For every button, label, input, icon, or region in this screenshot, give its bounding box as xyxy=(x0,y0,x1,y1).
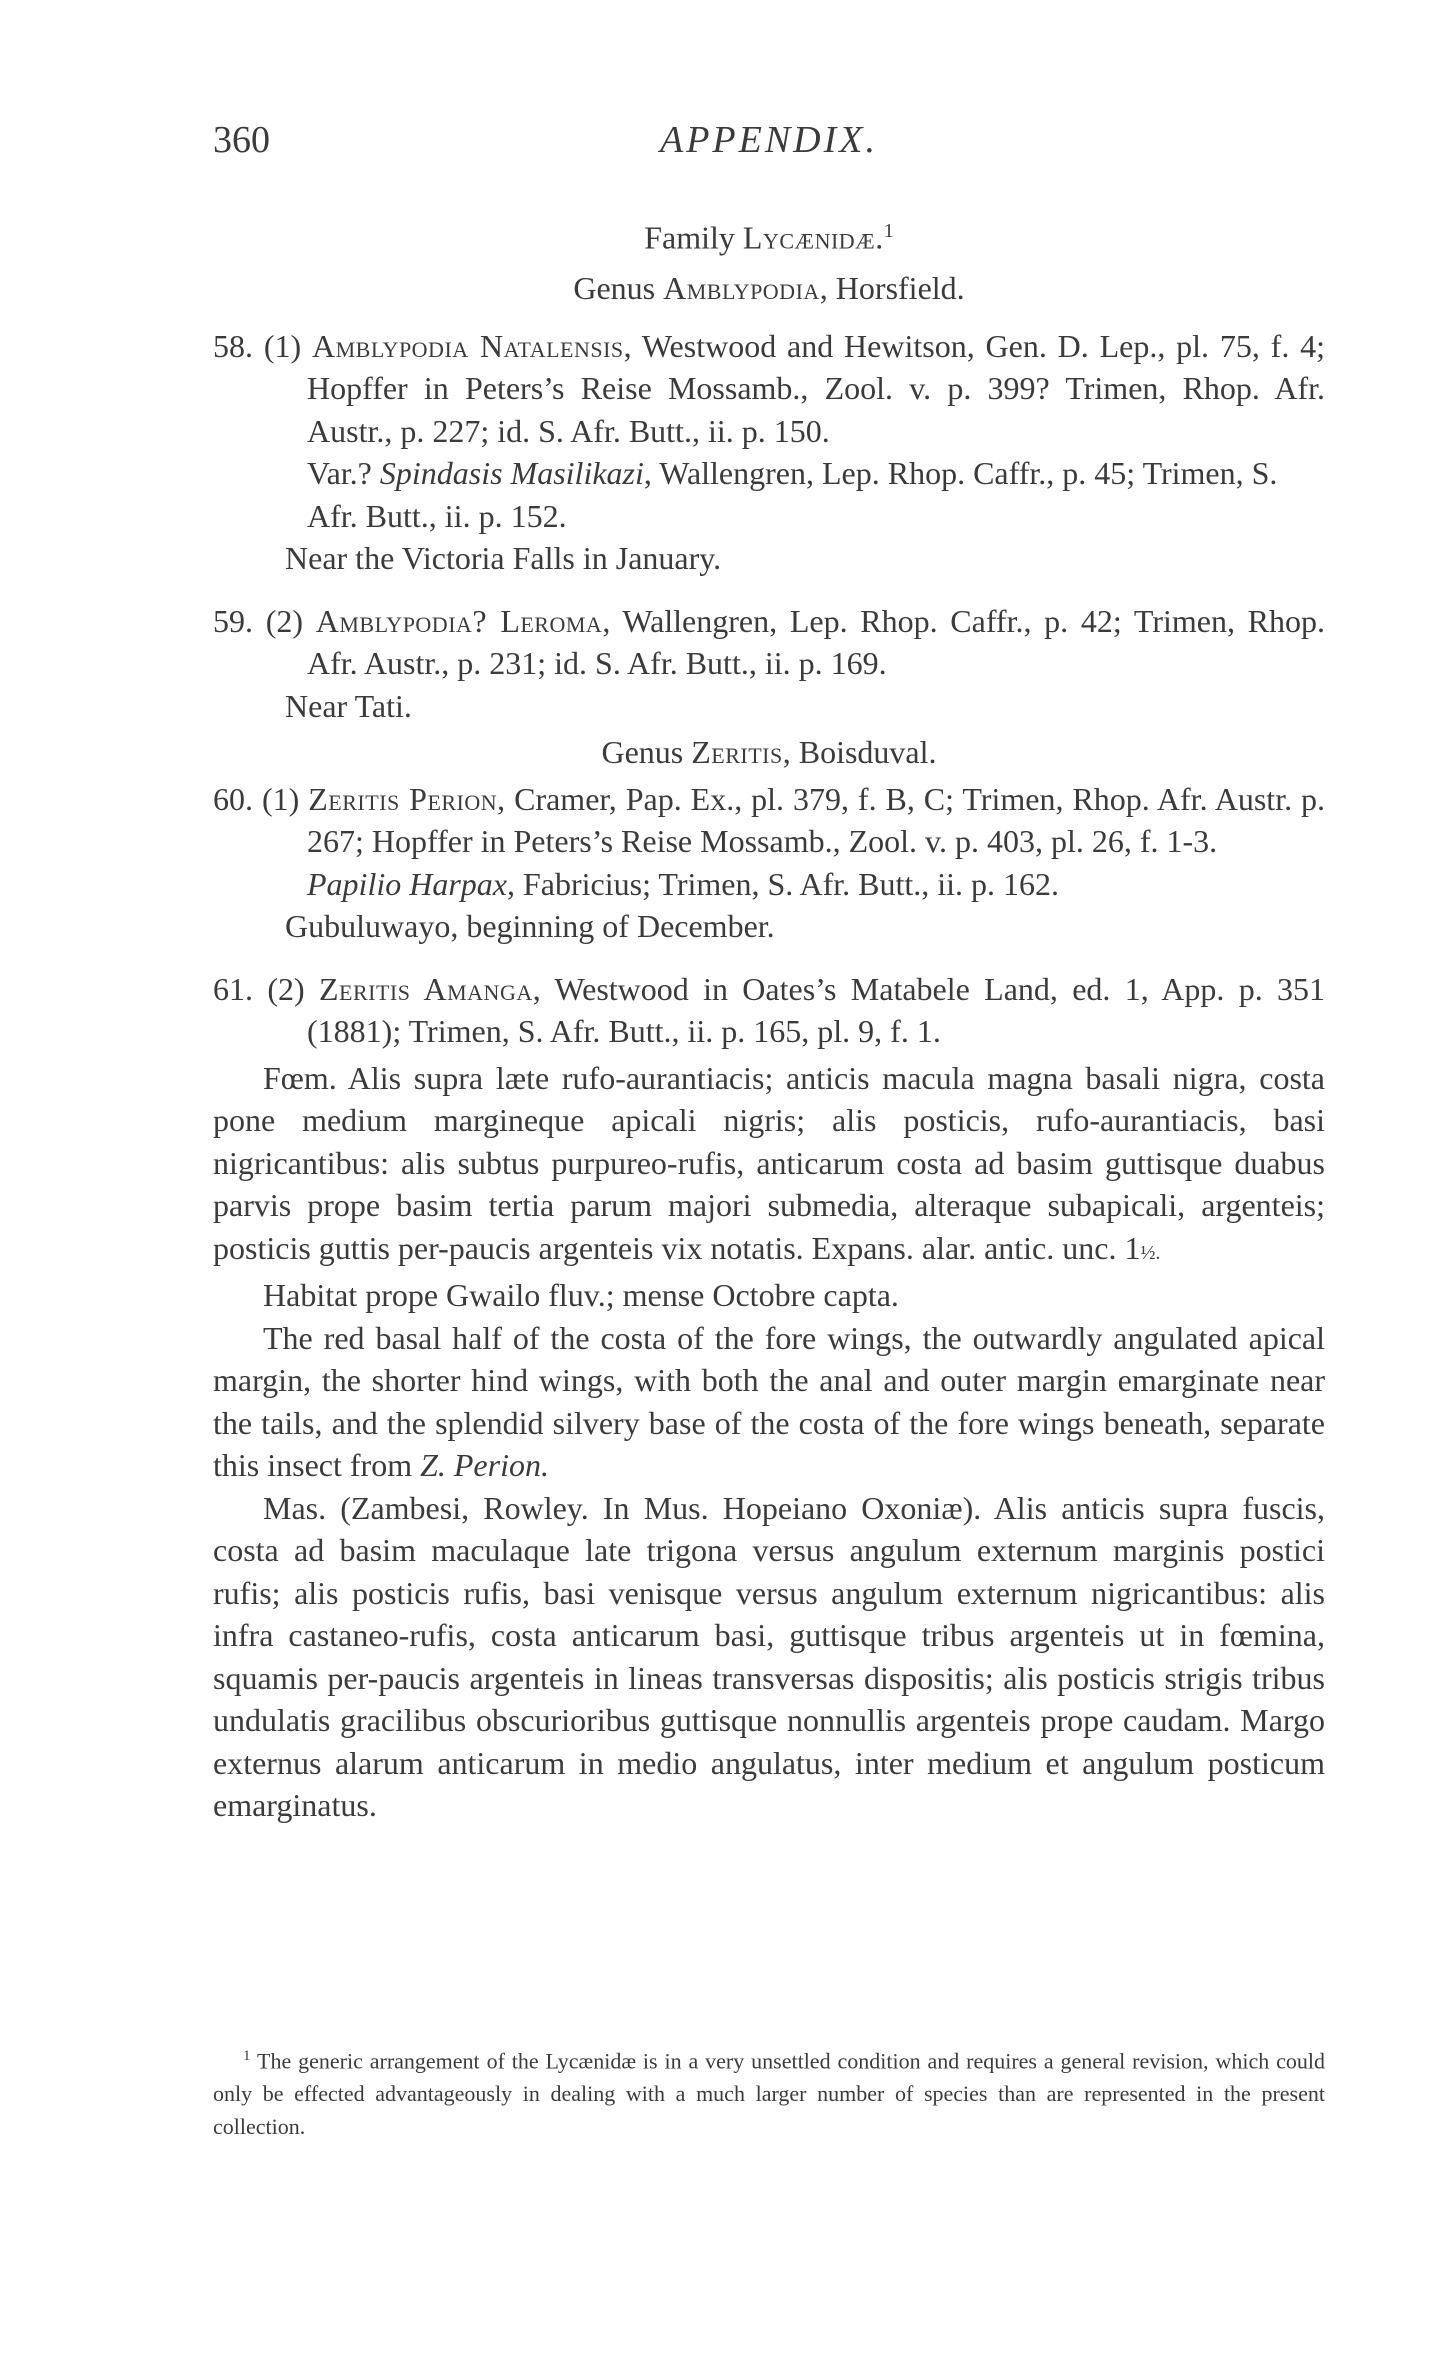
synonym-line: Papilio Harpax, Fabricius; Trimen, S. Afr. Butt., ii. p. 162. xyxy=(307,865,1060,902)
species-entry-60: 60. (1) Zeritis Perion, Cramer, Pap. Ex., pl. 379, f. B, C; Trimen, Rhop. Afr. Austr. p. 267; Hopffer in Peters’s Reise Mossamb., Zool. v. p. 403, pl. 26, f. 1-3. Papilio Harpax, Fabricius; Trimen, S. Afr. Butt., ii. p. 162. Gubuluwayo, beginning of December. xyxy=(213,778,1325,948)
genus-heading-amblypodia: Genus Amblypodia, Horsfield. xyxy=(573,270,965,307)
entry-number: 58. (1) xyxy=(213,327,302,364)
species-entry-59: 59. (2) Amblypodia? Leroma, Wallengren, Lep. Rhop. Caffr., p. 42; Trimen, Rhop. Afr. Austr., p. 231; id. S. Afr. Butt., ii. p. 169. Near Tati. xyxy=(213,600,1325,728)
entry-number: 59. (2) xyxy=(213,602,304,639)
locality: Near Tati. xyxy=(285,687,412,724)
footnote-mark: 1 xyxy=(243,2048,251,2064)
locality: Near the Victoria Falls in January. xyxy=(285,540,722,577)
family-label: Family xyxy=(644,219,735,256)
entry-number: 60. (1) xyxy=(213,780,300,817)
species-name: Zeritis Amanga xyxy=(318,970,533,1007)
species-entry-61: 61. (2) Zeritis Amanga, Westwood in Oates’s Matabele Land, ed. 1, App. p. 351 (1881); Trimen, S. Afr. Butt., ii. p. 165, pl. 9, f. 1. xyxy=(213,970,1326,1050)
genus-heading-zeritis: Genus Zeritis, Boisduval. xyxy=(601,734,937,771)
english-note: The red basal half of the costa of the fore wings, the outwardly angulated apical margin, the shorter hind wings, with both the anal and outer margin emarginate near the tails, and the splendid silvery base of the costa of the fore wings beneath, separate this insect from Z. Perion. xyxy=(213,1319,1325,1484)
variety-line: Var.? Spindasis Masilikazi, Wallengren, Lep. Rhop. Caffr., p. 45; Trimen, S. Afr. Butt., ii. p. 152. xyxy=(307,455,1278,534)
entry-number: 61. (2) xyxy=(213,970,305,1007)
page-number: 360 xyxy=(213,119,270,161)
footnote-text: The generic arrangement of the Lycænidæ is in a very unsettled condition and requires a general revision, which could only be effected advantageously in dealing with a much larger number of species than are represented in the present collection. xyxy=(213,2048,1325,2140)
male-description: Mas. (Zambesi, Rowley. In Mus. Hopeiano Oxoniæ). Alis anticis supra fuscis, costa ad basim maculaque late trigona versus angulum externum marginis postici rufis; alis posticis rufis, basi venisque versus angulum externum nigricantibus: alis infra castaneo-rufis, costa anticarum basi, guttisque tribus argenteis ut in fœmina, squamis per-paucis argenteis in lineas transversas dispositis; alis posticis strigis tribus undulatis gracilibus obscurioribus guttisque nonnullis argenteis prope caudam. Margo externus alarum anticarum in medio angulatus, inter medium et angulum posticum emarginatus. xyxy=(213,1489,1325,1824)
footnote xyxy=(213,2040,1325,2143)
running-head: APPENDIX. xyxy=(659,119,878,161)
habitat-note: Habitat prope Gwailo fluv.; mense Octobre capta. xyxy=(263,1277,899,1314)
page-body xyxy=(213,210,1325,1827)
family-heading xyxy=(213,210,1325,259)
species-name: Amblypodia Natalensis xyxy=(311,327,624,364)
locality: Gubuluwayo, beginning of December. xyxy=(285,908,775,945)
page-header xyxy=(213,118,1325,168)
family-name: Lycænidæ. xyxy=(742,219,884,256)
species-name: Amblypodia? Leroma xyxy=(315,602,603,639)
species-entry-58: 58. (1) Amblypodia Natalensis, Westwood and Hewitson, Gen. D. Lep., pl. 75, f. 4; Hopffer in Peters’s Reise Mossamb., Zool. v. p. 399? Trimen, Rhop. Afr. Austr., p. 227; id. S. Afr. Butt., ii. p. 150. Var.? Spindasis Masilikazi, Wallengren, Lep. Rhop. Caffr., p. 45; Trimen, S. Afr. Butt., ii. p. 152. Near the Victoria Falls in January. xyxy=(213,325,1325,580)
female-description: Fœm. Alis supra læte rufo-aurantiacis; anticis macula magna basali nigra, costa pone medium margineque apicali nigris; alis posticis, rufo-aurantiacis, basi nigricantibus: alis subtus purpureo-rufis, anticarum costa ad basim guttisque duabus parvis prope basim tertia parum majori submedia, alteraque subapicali, argenteis; posticis guttis per-paucis argenteis vix notatis. Expans. alar. antic. unc. 1½. xyxy=(213,1059,1325,1266)
species-name: Zeritis Perion xyxy=(308,780,498,817)
footnote-ref[interactable]: 1 xyxy=(883,220,894,242)
